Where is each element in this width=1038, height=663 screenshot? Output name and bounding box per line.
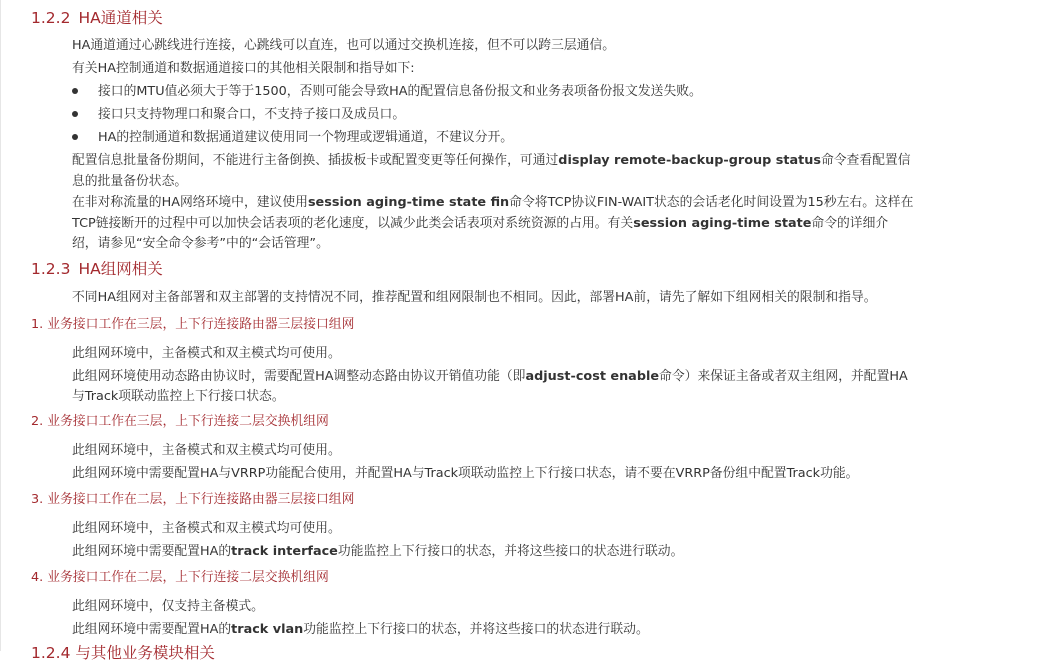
paragraph-l3-switch-modes: 此组网环境中，主备模式和双主模式均可使用。: [72, 443, 341, 458]
bullet-text: 接口的MTU值必须大于等于1500，否则可能会导致HA的配置信息备份报文和业务表项备份报文发送失败。: [98, 84, 702, 99]
text-run: 命令的详细介: [811, 216, 889, 231]
text-run: 在非对称流量的HA网络环境中，建议使用: [72, 195, 308, 210]
text-run: 命令将TCP协议FIN-WAIT状态的会话老化时间设置为15秒左右。这样在: [509, 195, 914, 210]
subheading-l2-router: 3. 业务接口工作在二层，上下行连接路由器三层接口组网: [31, 492, 355, 507]
paragraph-ha-channel-guidance: 有关HA控制通道和数据通道接口的其他相关限制和指导如下:: [72, 61, 415, 76]
section-number: 1.2.2: [31, 9, 71, 27]
text-run: 此组网环境中需要配置HA的: [72, 622, 232, 637]
command-session-aging-state: session aging-time state: [633, 216, 812, 231]
command-session-aging-fin: session aging-time state fin: [307, 195, 510, 210]
bullet-dot-icon: [72, 88, 78, 94]
paragraph-batch-backup-cont: 息的批量备份状态。: [72, 174, 188, 189]
command-track-interface: track interface: [231, 544, 338, 559]
section-title: HA通道相关: [78, 9, 163, 27]
section-heading-ha-channel: [31, 8, 163, 28]
subheading-l3-router: 1. 业务接口工作在三层，上下行连接路由器三层接口组网: [31, 317, 355, 332]
text-run: 此组网环境中需要配置HA的: [72, 544, 232, 559]
section-title: HA组网相关: [78, 260, 163, 278]
text-run: 配置信息批量备份期间，不能进行主备倒换、插拔板卡或配置变更等任何操作，可通过: [72, 153, 559, 168]
bullet-text: HA的控制通道和数据通道建议使用同一个物理或逻辑通道，不建议分开。: [98, 130, 514, 145]
paragraph-l3-switch-vrrp: 此组网环境中需要配置HA与VRRP功能配合使用，并配置HA与Track项联动监控上下行接口状态，请不要在VRRP备份组中配置Track功能。: [72, 466, 859, 481]
paragraph-l2-switch-modes: 此组网环境中，仅支持主备模式。: [72, 599, 264, 614]
command-adjust-cost-enable: adjust-cost enable: [525, 369, 660, 384]
paragraph-l2-router-modes: 此组网环境中，主备模式和双主模式均可使用。: [72, 521, 341, 536]
paragraph-l2-router-track: [72, 540, 977, 563]
text-run: TCP链接断开的过程中可以加快会话表项的老化速度，以减少此类会话表项对系统资源的占用。有关: [72, 216, 634, 231]
paragraph-session-aging: [72, 191, 977, 214]
bullet-dot-icon: [72, 134, 78, 140]
command-track-vlan: track vlan: [231, 622, 304, 637]
text-run: 命令查看配置信: [820, 153, 911, 168]
text-run: 命令）来保证主备或者双主组网，并配置HA: [659, 369, 908, 384]
paragraph-networking-intro: 不同HA组网对主备部署和双主部署的支持情况不同，推荐配置和组网限制也不相同。因此，部署HA前，请先了解如下组网相关的限制和指导。: [72, 290, 877, 305]
subheading-l2-switch: 4. 业务接口工作在二层，上下行连接二层交换机组网: [31, 570, 329, 585]
paragraph-batch-backup: [72, 149, 977, 172]
paragraph-l2-switch-track: [72, 618, 977, 641]
section-heading-ha-networking: [31, 259, 163, 279]
section-number: 1.2.3: [31, 260, 71, 278]
section-heading-next-partial: 1.2.4 与其他业务模块相关: [31, 644, 215, 662]
command-display-remote-backup-group: display remote-backup-group status: [558, 153, 821, 168]
paragraph-session-aging-ref: 绍，请参见“安全命令参考”中的“会话管理”。: [72, 236, 329, 251]
bullet-text: 接口只支持物理口和聚合口，不支持子接口及成员口。: [98, 107, 406, 122]
subheading-l3-switch: 2. 业务接口工作在三层，上下行连接二层交换机组网: [31, 414, 329, 429]
text-run: 功能监控上下行接口的状态，并将这些接口的状态进行联动。: [303, 622, 649, 637]
bullet-dot-icon: [72, 111, 78, 117]
paragraph-ha-heartbeat: HA通道通过心跳线进行连接，心跳线可以直连，也可以通过交换机连接，但不可以跨三层通信。: [72, 38, 616, 53]
text-run: 功能监控上下行接口的状态，并将这些接口的状态进行联动。: [337, 544, 684, 559]
text-run: 此组网环境使用动态路由协议时，需要配置HA调整动态路由协议开销值功能（即: [72, 369, 526, 384]
paragraph-l3-router-modes: 此组网环境中，主备模式和双主模式均可使用。: [72, 346, 341, 361]
paragraph-l3-router-track: 与Track项联动监控上下行接口状态。: [72, 389, 285, 404]
